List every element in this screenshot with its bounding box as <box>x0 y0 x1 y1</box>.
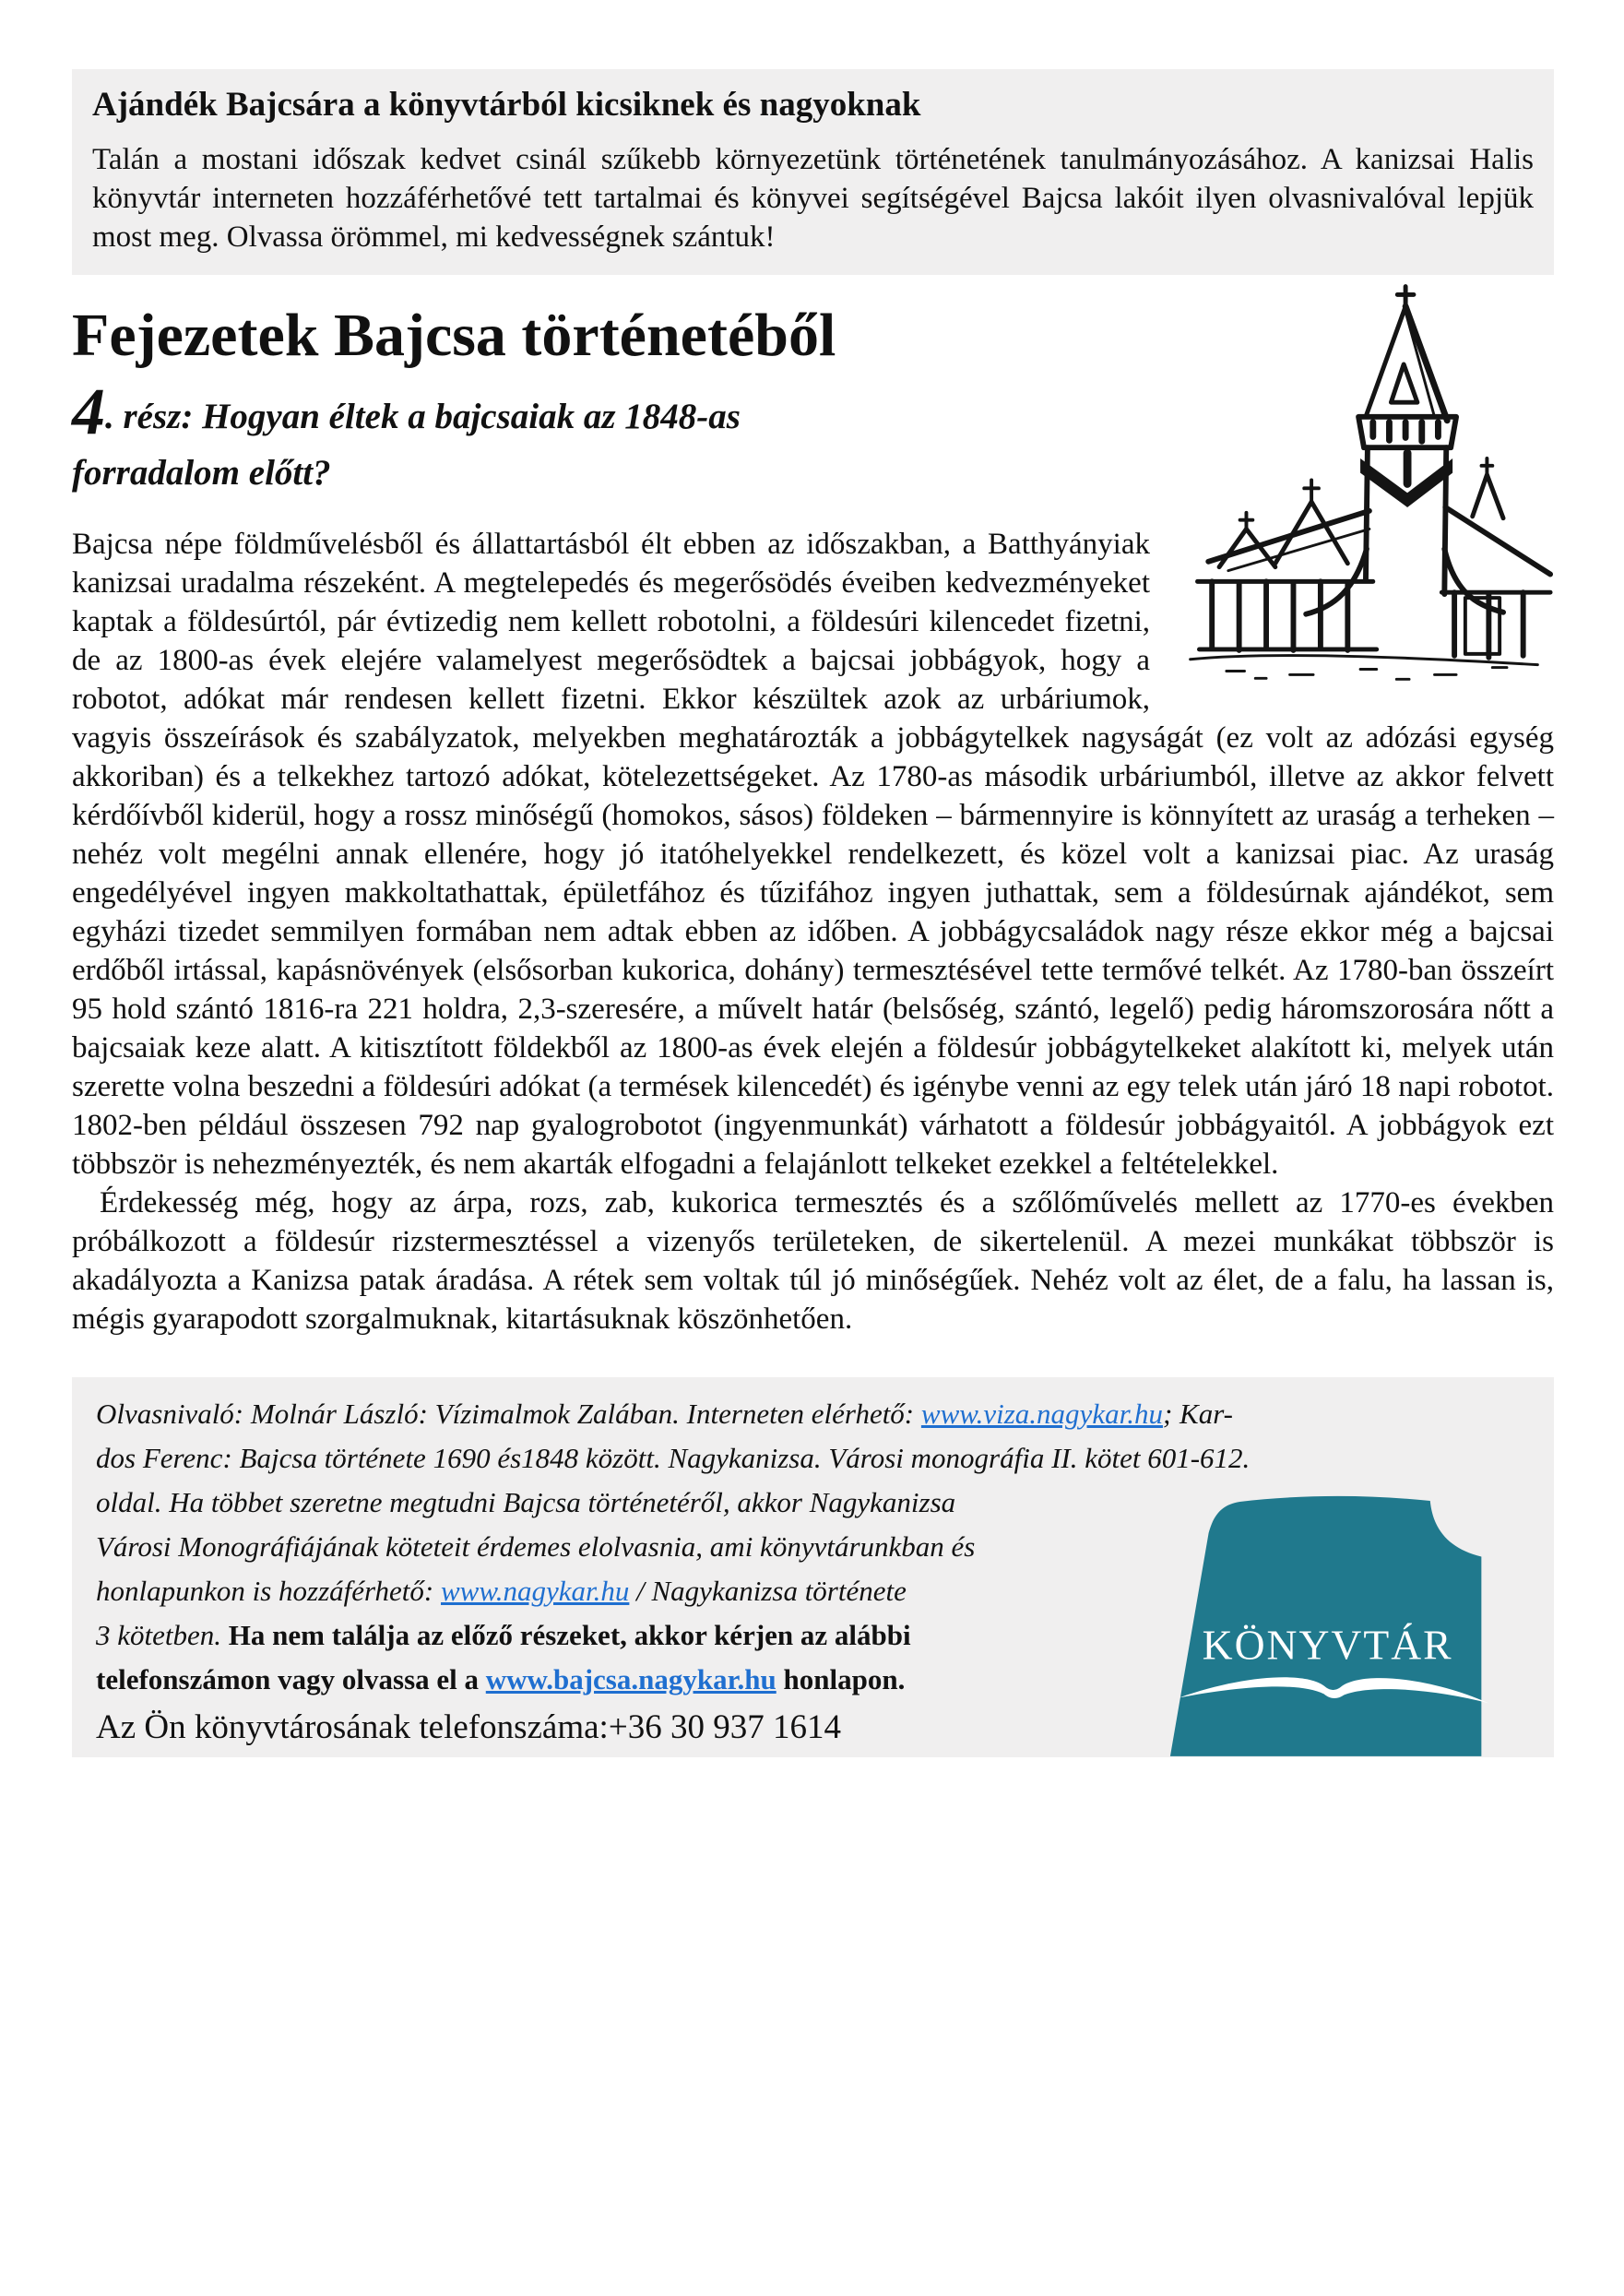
link-viza-nagykar[interactable]: www.viza.nagykar.hu <box>920 1398 1163 1431</box>
reading-list-line <box>96 1436 1530 1481</box>
body-paragraph-2: Érdekesség még, hogy az árpa, rozs, zab, kukorica termesztés és a szőlőművelés mellett az 1770-es években próbálkozott a földesúr rizstermesztéssel a vizenyős területeken, de sikertelenül. A mezei munkákat többször is akadályozta a Kanizsa patak áradása. A rétek sem voltak túl jó minőségűek. Nehéz volt az élet, de a falu, ha lassan is, mégis gyarapodott szorgalmuknak, kitartásuknak köszönhetően. <box>72 1186 1554 1337</box>
link-bajcsa-nagykar[interactable]: www.bajcsa.nagykar.hu <box>485 1663 776 1696</box>
body-paragraph-1: Bajcsa népe földművelésből és állattartásból élt ebben az időszakban, a Batthyányiak kanizsai uradalma részeként. A megtelepedés és megerősödés éveiben kedvezményeket kaptak a földesúrtól, pár évtizedig nem kellett robotolni, a földesúri kilencedet fizetni, de az 1800-as évek elejére valamelyest megerősödtek a bajcsai jobbágyok, hogy a robotot, adókat már rendesen kellett fizetni. Ekkor készültek azok az urbáriumok, vagyis összeírások és szabályzatok, melyekben meghatározták a jobbágytelkek nagyságát (ez volt az adózási egység akkoriban) és a telkekhez tartozó adókat, kötelezettségeket. Az 1780-as második urbáriumból, illetve az akkor felvett kérdőívből kiderül, hogy a rossz minőségű (homokos, sásos) földeken – bármennyire is könnyített az uraság a terheken – nehéz volt megélni annak ellenére, hogy jó itatóhelyekkel rendelkezett, és közel volt a kanizsai piac. Az uraság engedélyével ingyen makkoltathattak, épületfához és tűzifához ingyen juthattak, sem a földesúrnak ajándékot, sem egyházi tizedet semmilyen formában nem adtak ebben az időben. A jobbágycsaládok nagy része ekkor még a bajcsai erdőből irtással, kapásnövények (elsősorban kukorica, dohány) termesztésével tette termővé telkét. Az 1780-ban összeírt 95 hold szántó 1816-ra 221 holdra, 2,3-szeresére, a művelt határ (belsőség, szántó, legelő) pedig háromszorosára nőtt a bajcsaiak keze alatt. A kitisztított földekből az 1800-as évek elején a földesúr jobbágytelkeket alakított ki, melyek után szerette volna beszedni a földesúri adókat (a termések kilencedét) és igénybe venni az egy telek után járó 18 napi robotot. 1802-ben például összesen 792 nap gyalogrobotot (ingyenmunkát) várhatott a földesúr jobbágyaitól. A jobbágyok ezt többször is nehezményezték, és nem akarták elfogadni a felajánlott telkeket ezekkel a feltételekkel. <box>72 528 1554 1182</box>
reading-list-text: 3 kötetben. <box>96 1619 229 1652</box>
reading-list-line <box>96 1392 1530 1436</box>
church-illustration <box>1174 275 1554 686</box>
header-box <box>72 69 1554 275</box>
reading-list-text: / Nagykanizsa története <box>629 1575 907 1608</box>
reading-list-text: dos Ferenc: Bajcsa története 1690 és1848 között. Nagykanizsa. Városi monográfia II. kötet 601-612. <box>96 1442 1251 1475</box>
librarian-phone-line: Az Ön könyvtárosának telefonszáma:+36 30 937 1614 <box>96 1708 841 1747</box>
reading-list-text: Városi Monográfiájának köteteit érdemes elolvasnia, ami könyvtárunkban és <box>96 1530 976 1564</box>
header-title: Ajándék Bajcsára a könyvtárból kicsiknek és nagyoknak <box>92 86 921 124</box>
logo-text: KÖNYVTÁR <box>1202 1621 1453 1669</box>
reading-list-box <box>72 1377 1554 1757</box>
header-intro: Talán a mostani időszak kedvet csinál szűkebb környezetünk történetének tanulmányozásához. A kanizsai Halis könyvtár interneten hozzáférhetővé tett tartalmai és könyvei segítségével Bajcsa lakóit ilyen olvasnivalóval lepjük most meg. Olvassa örömmel, mi kedvességnek szántuk! <box>92 142 1534 254</box>
reading-list-bold-text: telefonszámon vagy olvassa el a <box>96 1663 486 1696</box>
link-nagykar[interactable]: www.nagykar.hu <box>441 1575 630 1608</box>
reading-list-bold-text: Ha nem találja az előző részeket, akkor kérjen az alábbi <box>228 1619 911 1652</box>
subtitle-line2: forradalom előtt? <box>72 452 331 493</box>
main-title: Fejezetek Bajcsa történetéből <box>72 301 836 369</box>
reading-list-text: ; Kar- <box>1162 1398 1233 1431</box>
library-logo <box>1163 1492 1524 1757</box>
reading-list-bold-text: honlapon. <box>776 1663 906 1696</box>
subtitle-line1: . rész: Hogyan éltek a bajcsaiak az 1848-as <box>105 397 741 437</box>
reading-list-text: honlapunkon is hozzáférhető: <box>96 1575 441 1608</box>
part-number: 4 <box>72 375 105 449</box>
reading-list-text: Olvasnivaló: Molnár László: Vízimalmok Zalában. Interneten elérhető: <box>96 1398 921 1431</box>
reading-list-text: oldal. Ha többet szeretne megtudni Bajcsa történetéről, akkor Nagykanizsa <box>96 1486 956 1519</box>
